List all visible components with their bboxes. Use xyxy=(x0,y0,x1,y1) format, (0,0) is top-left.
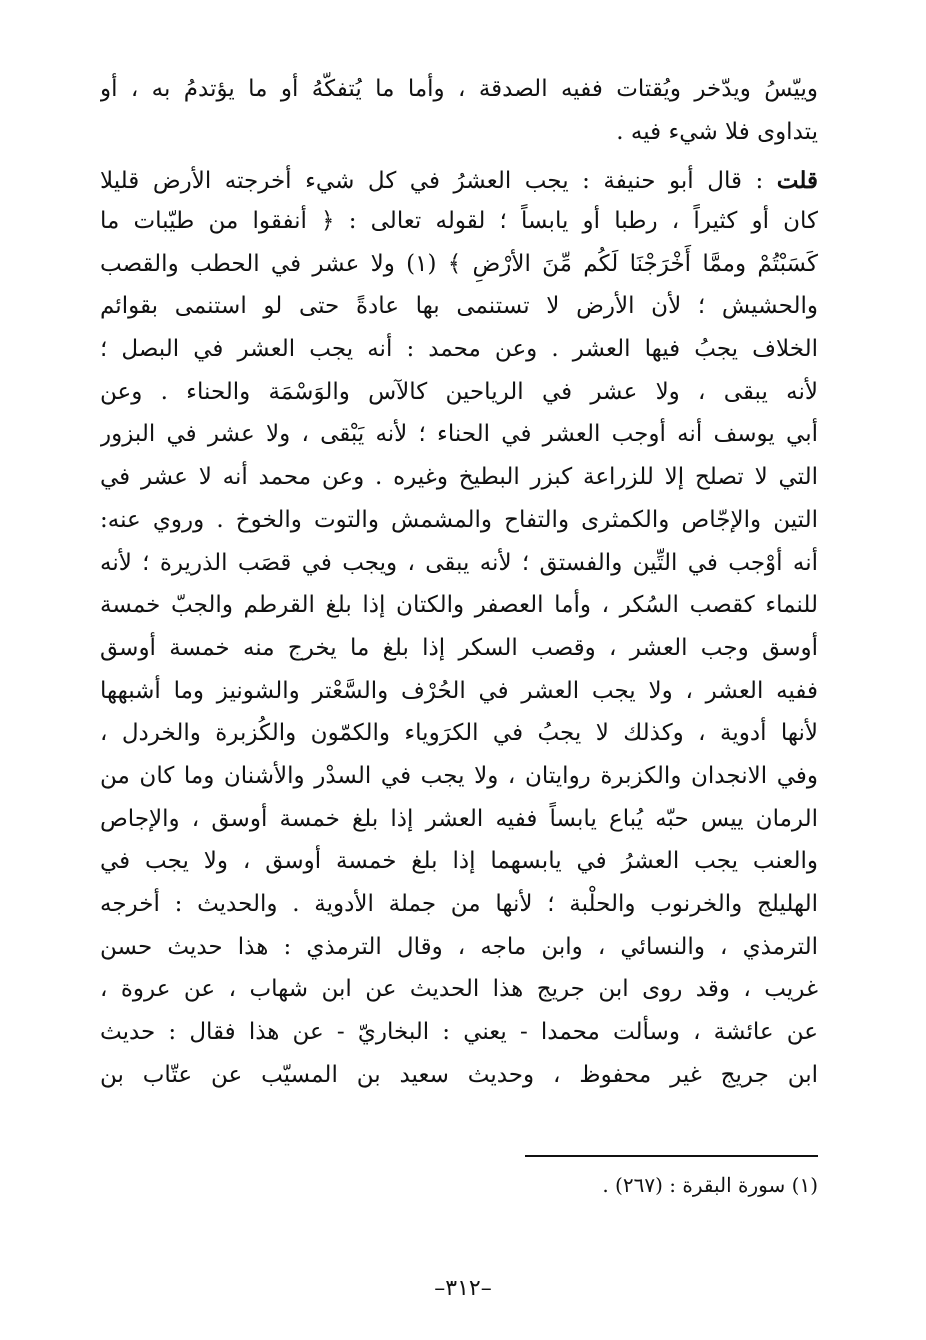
first-line-text: : قال أبو حنيفة : يجب العشرُ في كل شيء أخرجته الأرض قليلا xyxy=(100,168,764,194)
footnote: (١) سورة البقرة : (٢٦٧) . xyxy=(602,1173,818,1197)
text-line: التين والإجّاص والكمثرى والتفاح والمشمش والتوت والخوخ . وروي عنه: xyxy=(100,506,818,533)
text-line: والحشيش ؛ لأن الأرض لا تستنمى بها عادةً حتى لو استنمى بقوائم xyxy=(100,293,818,320)
text-line: لأنه يبقى ، ولا عشر في الرياحين كالآس والوَسْمَة والحناء . وعن xyxy=(100,378,818,405)
text-line: الخلاف يجبُ فيها العشر . وعن محمد : أنه يجب العشر في البصل ؛ xyxy=(100,336,818,363)
text-line: الرمان ييس حبّه يُباع يابساً ففيه العشر إذا بلغ خمسة أوسق ، والإجاص xyxy=(100,805,818,832)
text-line: عن عائشة ، وسألت محمدا - يعني : البخاريّ - عن هذا فقال : حديث xyxy=(100,1019,818,1046)
text-line: التي لا تصلح إلا للزراعة كبزر البطيخ وغيره . وعن محمد أنه لا عشر في xyxy=(100,464,818,491)
text-line: الترمذي ، والنسائي ، وابن ماجه ، وقال الترمذي : هذا حديث حسن xyxy=(100,933,818,960)
text-line: أبي يوسف أنه أوجب العشر في الحناء ؛ لأنه يَبْقى ، ولا عشر في البزور xyxy=(100,421,818,448)
text-line: ابن جريج غير محفوظ ، وحديث سعيد بن المسيّب عن عتّاب بن xyxy=(100,1061,818,1088)
page-number: –٣١٢– xyxy=(434,1276,492,1301)
text-line: كَسَبْتُمْ وممَّا أَخْرَجْنَا لَكُم مِّنَ الأرْضِ ﴾ (١) ولا عشر في الحطب والقصب xyxy=(100,250,818,277)
intro-paragraph xyxy=(100,68,818,153)
text-line: كان أو كثيراً ، رطبا أو يابساً ؛ لقوله تعالى : ﴿ أنفقوا من طيّبات ما xyxy=(100,208,818,234)
text-line: والعنب يجب العشرُ في يابسهما إذا بلغ خمسة أوسق ، ولا يجب في xyxy=(100,848,818,875)
text-line: ففيه العشر ، ولا يجب العشر في الحُرْف والسَّعْتر والشونيز وما أشبهها xyxy=(100,677,818,704)
text-line: غريب ، وقد روى ابن جريج هذا الحديث عن ابن شهاب ، عن عروة ، xyxy=(100,976,818,1003)
text-line: أوسق وجب العشر ، وقصب السكر إذا بلغ ما يخرج منه خمسة أوسق xyxy=(100,634,818,661)
text-line: الهليلج والخرنوب والحلْبة ؛ لأنها من جملة الأدوية . والحديث : أخرجه xyxy=(100,891,818,917)
text-line: للنماء كقصب السُكر ، وأما العصفر والكتان إذا بلغ القرطم والجبّ خمسة xyxy=(100,592,818,619)
text-line: لأنها أدوية ، وكذلك لا يجبُ في الكرَوياء والكمّون والكُزبرة والخردل ، xyxy=(100,720,818,747)
footnote-separator xyxy=(525,1155,818,1157)
text-line xyxy=(100,162,818,200)
text-line: أنه أوْجب في التِّين والفستق ؛ لأنه يبقى ، ويجب في قصَب الذريرة ؛ لأنه xyxy=(100,549,818,576)
text-line: وييّسُ ويدّخر ويُقتات ففيه الصدقة ، وأما ما يُتفكّهُ أو ما يؤتدمُ به ، أو xyxy=(100,76,818,102)
text-line: يتداوى فلا شيء فيه . xyxy=(616,118,818,145)
text-line: وفي الانجدان والكزبرة روايتان ، ولا يجب في السدْر والأشنان وما كان من xyxy=(100,762,818,789)
main-paragraph xyxy=(100,162,818,1096)
section-keyword: قلت xyxy=(776,167,818,194)
